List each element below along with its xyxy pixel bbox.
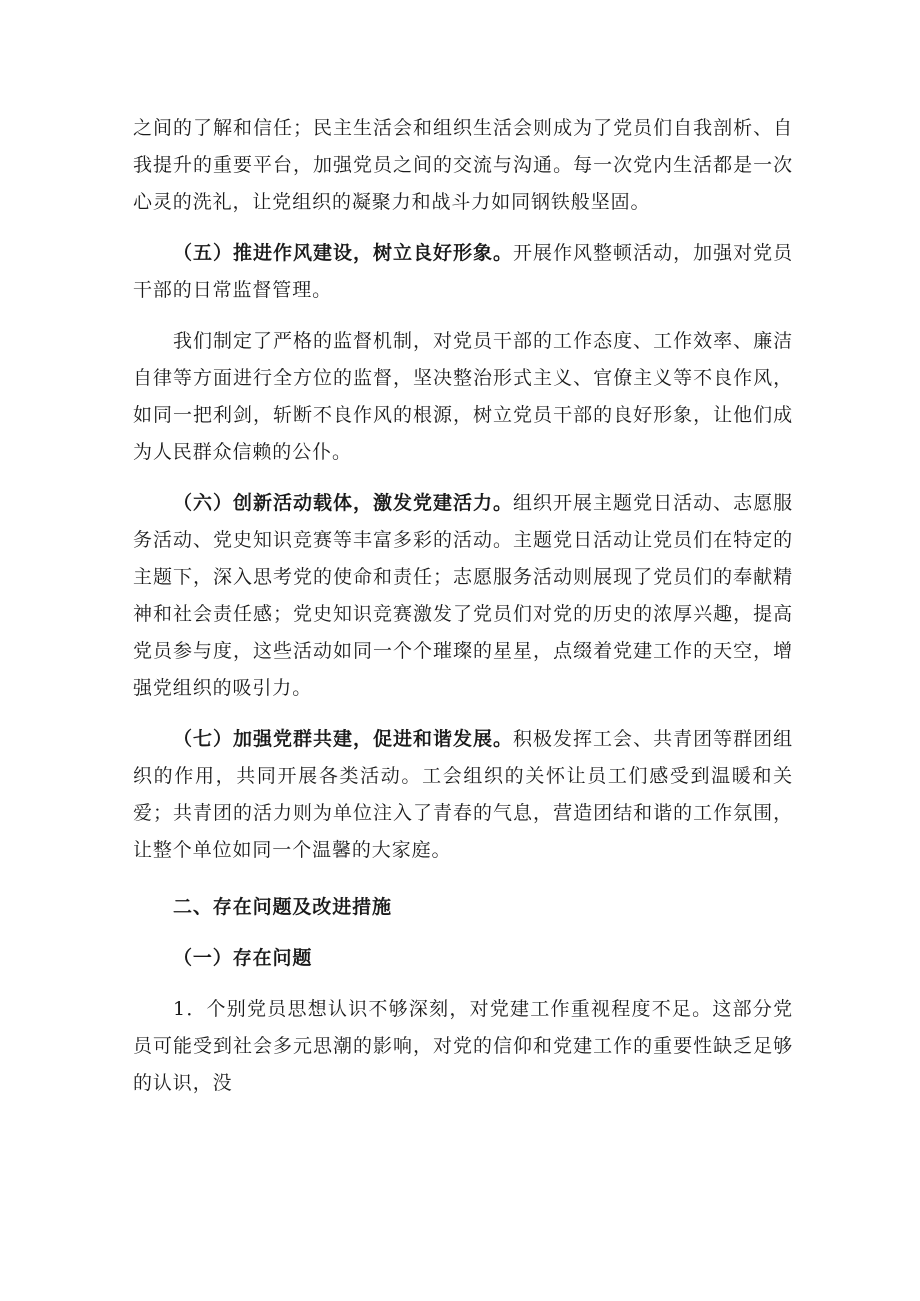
chapter-heading [133, 889, 793, 926]
paragraph-text: 积极发挥工会、共青团等群团组织的作用，共同开展各类活动。工会组织的关怀让员工们感受到温暖和关爱；共青团的活力则为单位注入了青春的气息，营造团结和谐的工作氛围，让整个单位如同一个温馨的大家庭。 [133, 728, 793, 861]
document-body [133, 110, 793, 1102]
paragraph-style-building [133, 235, 793, 309]
paragraph-supervision [133, 323, 793, 471]
paragraph-trust [133, 110, 793, 221]
section-heading-seven: （七）加强党群共建，促进和谐发展。 [173, 728, 514, 750]
subsection-heading [133, 940, 793, 977]
section-heading-six: （六）创新活动载体，激发党建活力。 [173, 492, 514, 514]
chapter-heading-text: 二、存在问题及改进措施 [173, 896, 392, 918]
paragraph-text: 组织开展主题党日活动、志愿服务活动、党史知识竞赛等丰富多彩的活动。主题党日活动让党员们在特定的主题下，深入思考党的使命和责任；志愿服务活动则展现了党员们的奉献精神和社会责任感；党史知识竞赛激发了党员们对党的历史的浓厚兴趣，提高党员参与度，这些活动如同一个个璀璨的星星，点缀着党建工作的天空，增强党组织的吸引力。 [133, 492, 793, 699]
paragraph-party-mass [133, 721, 793, 869]
subsection-heading-text: （一）存在问题 [173, 947, 313, 969]
paragraph-problem-one [133, 991, 793, 1102]
section-heading-five: （五）推进作风建设，树立良好形象。 [173, 242, 514, 264]
paragraph-activities [133, 485, 793, 707]
paragraph-text: 之间的了解和信任；民主生活会和组织生活会则成为了党员们自我剖析、自我提升的重要平台，加强党员之间的交流与沟通。每一次党内生活都是一次心灵的洗礼，让党组织的凝聚力和战斗力如同钢铁般坚固。 [133, 117, 793, 213]
paragraph-text: 1．个别党员思想认识不够深刻，对党建工作重视程度不足。这部分党员可能受到社会多元思潮的影响，对党的信仰和党建工作的重要性缺乏足够的认识，没 [133, 998, 793, 1094]
paragraph-text: 我们制定了严格的监督机制，对党员干部的工作态度、工作效率、廉洁自律等方面进行全方位的监督，坚决整治形式主义、官僚主义等不良作风，如同一把利剑，斩断不良作风的根源，树立党员干部的良好形象，让他们成为人民群众信赖的公仆。 [133, 330, 793, 463]
paragraph-text: 开展作风整顿活动，加强对党员干部的日常监督管理。 [133, 242, 793, 301]
